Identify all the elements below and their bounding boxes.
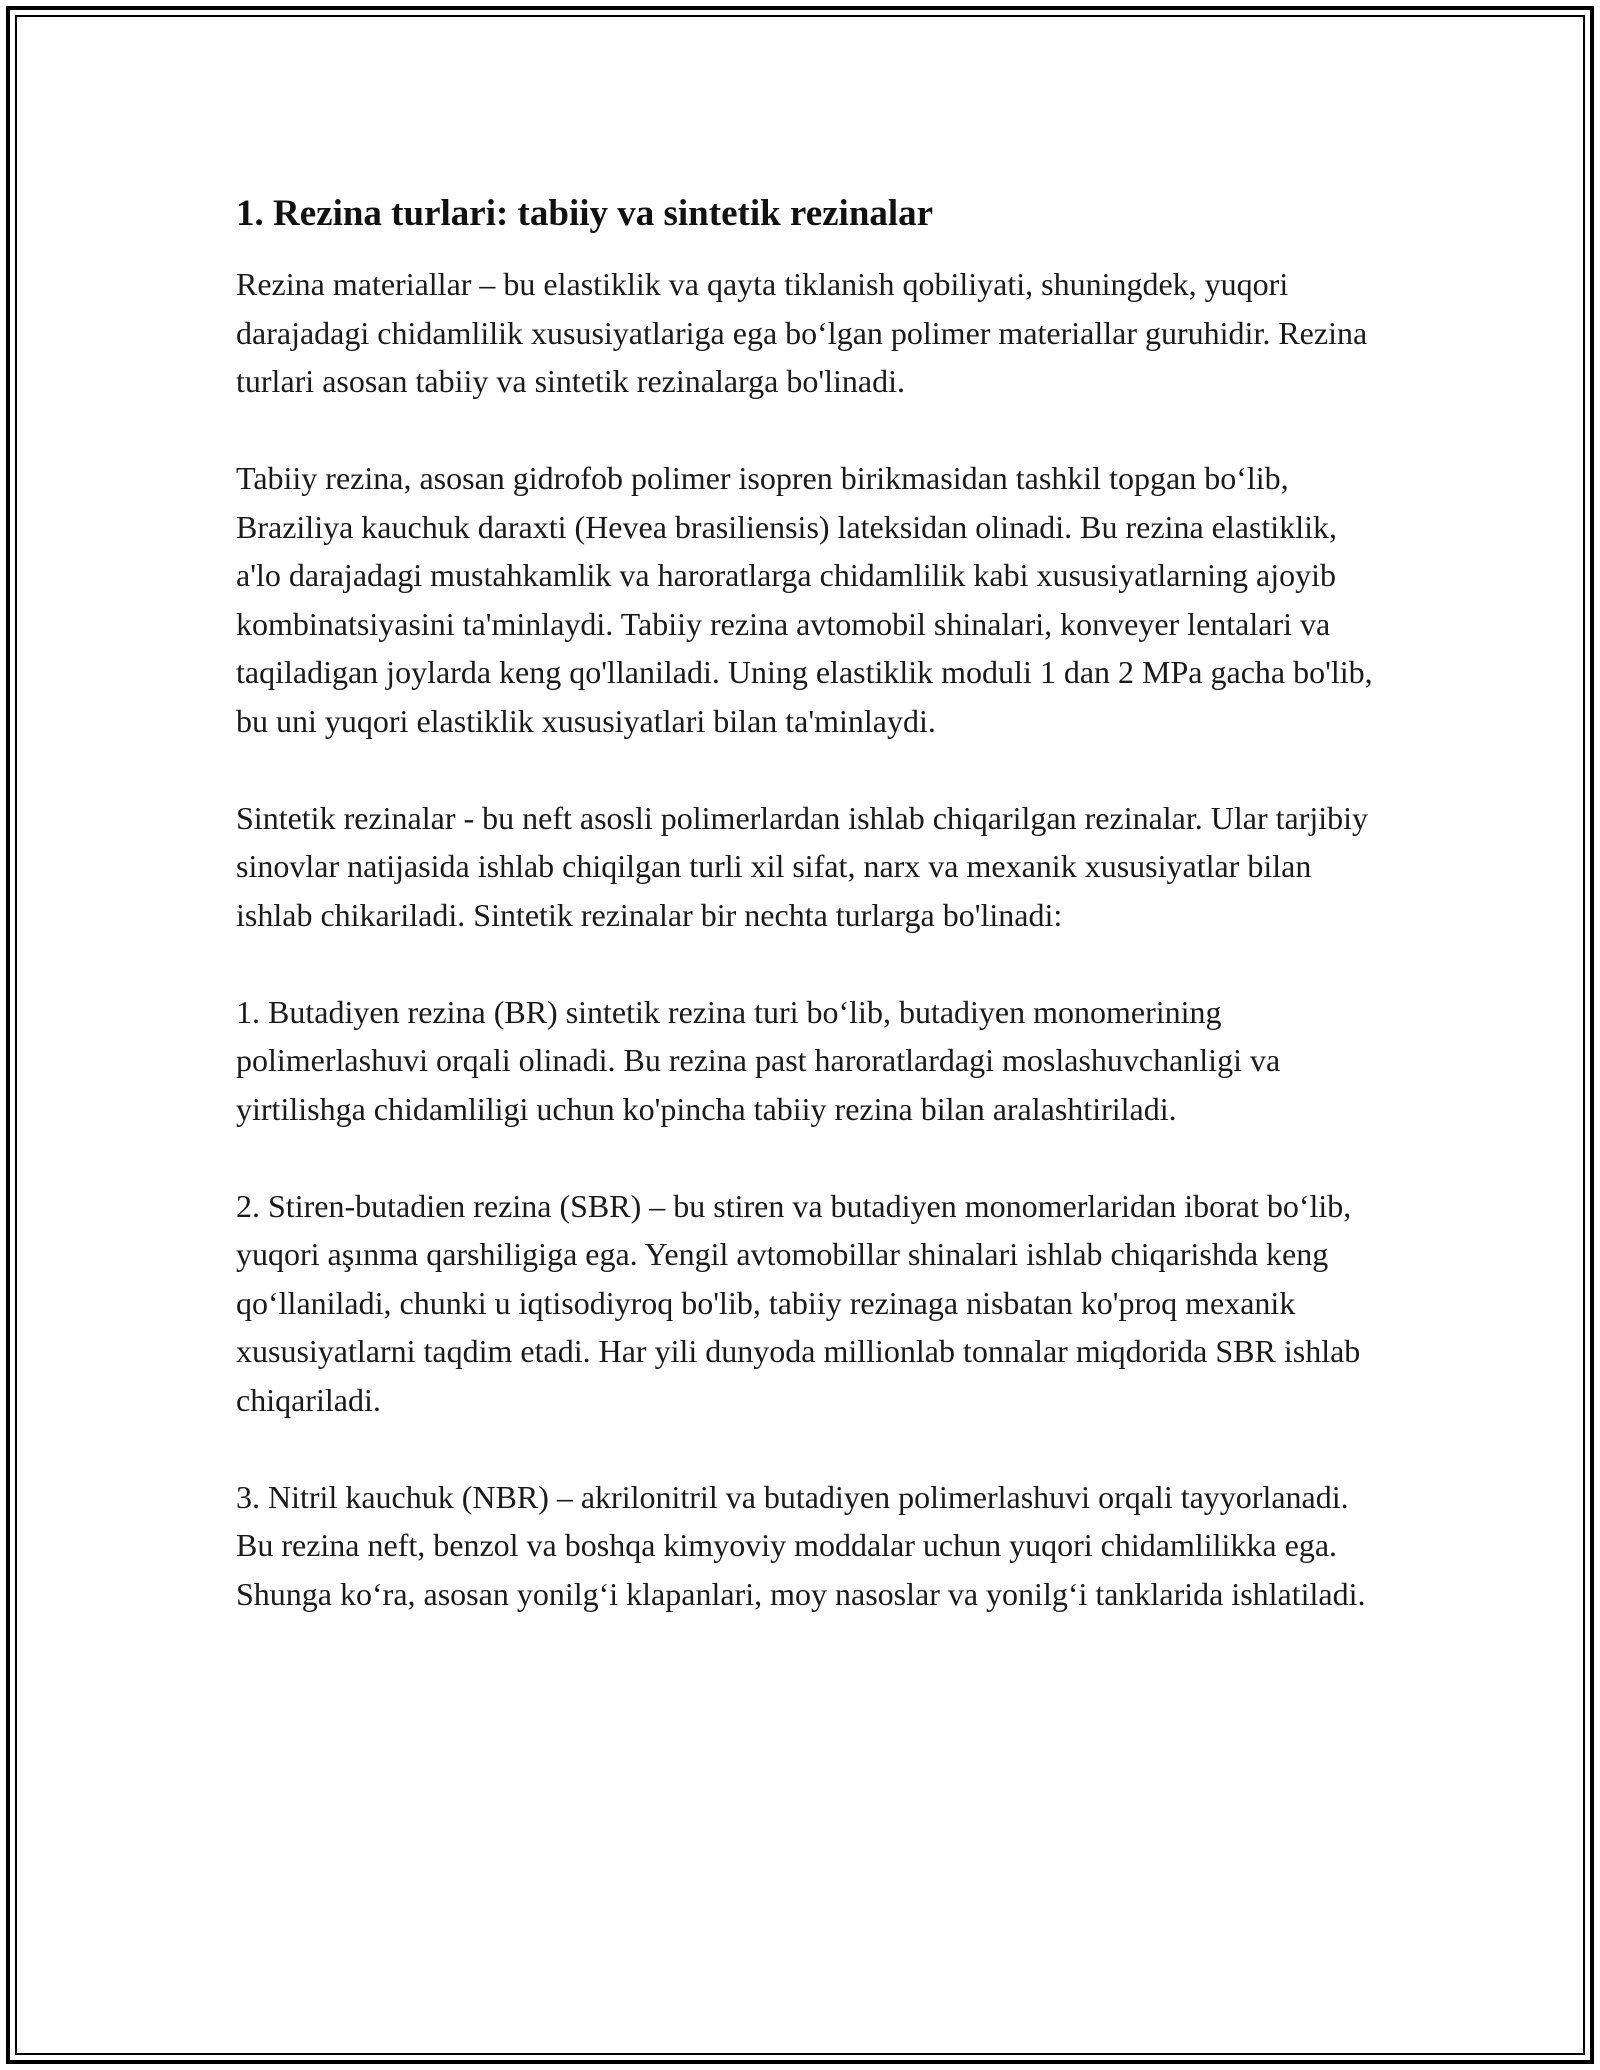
- paragraph-synthetic-rubber: Sintetik rezinalar - bu neft asosli polimerlardan ishlab chiqarilgan rezinalar. Ular tarjibiy sinovlar natijasida ishlab chiqilgan turli xil sifat, narx va mexanik xususiyatlar bilan ishlab chikariladi. Sintetik rezinalar bir nechta turlarga bo'linadi:: [236, 799, 1369, 933]
- paragraph-intro: Rezina materiallar – bu elastiklik va qayta tiklanish qobiliyati, shuningdek, yuqori darajadagi chidamlilik xususiyatlariga ega bo‘lgan polimer materiallar guruhidir. Rezina turlari asosan tabiiy va sintetik rezinalarga bo'linadi.: [236, 266, 1368, 399]
- paragraph-natural-rubber: Tabiiy rezina, asosan gidrofob polimer isopren birikmasidan tashkil topgan bo‘lib, Braziliya kauchuk daraxti (Hevea brasiliensis) lateksidan olinadi. Bu rezina elastiklik, a'lo darajadagi mustahkamlik va haroratlarga chidamlilik kabi xususiyatlarning ajoyib kombinatsiyasini ta'minlaydi. Tabiiy rezina avtomobil shinalari, konveyer lentalari va taqiladigan joylarda keng qo'llaniladi. Uning elastiklik moduli 1 dan 2 MPa gacha bo'lib, bu uni yuqori elastiklik xususiyatlari bilan ta'minlaydi.: [236, 460, 1373, 739]
- paragraph-nitrile-rubber: 3. Nitril kauchuk (NBR) – akrilonitril va butadiyen polimerlashuvi orqali tayyorlanadi. Bu rezina neft, benzol va boshqa kimyoviy moddalar uchun yuqori chidamlilikka ega. Shunga ko‘ra, asosan yonilg‘i klapanlari, moy nasoslar va yonilg‘i tanklarida ishlatiladi.: [236, 1478, 1366, 1612]
- paragraph-butadiene-rubber: 1. Butadiyen rezina (BR) sintetik rezina turi bo‘lib, butadiyen monomerining polimerlashuvi orqali olinadi. Bu rezina past haroratlardagi moslashuvchanligi va yirtilishga chidamliligi uchun ko'pincha tabiiy rezina bilan aralashtiriladi.: [236, 993, 1281, 1127]
- section-heading: 1. Rezina turlari: tabiiy va sintetik rezinalar: [236, 193, 934, 234]
- document-body: [236, 188, 1386, 1667]
- paragraph-styrene-butadiene-rubber: 2. Stiren-butadien rezina (SBR) – bu stiren va butadiyen monomerlaridan iborat bo‘lib, yuqori aşınma qarshiligiga ega. Yengil avtomobillar shinalari ishlab chiqarishda keng qo‘llaniladi, chunki u iqtisodiyroq bo'lib, tabiiy rezinaga nisbatan ko'proq mexanik xususiyatlarni taqdim etadi. Har yili dunyoda millionlab tonnalar miqdorida SBR ishlab chiqariladi.: [236, 1187, 1361, 1418]
